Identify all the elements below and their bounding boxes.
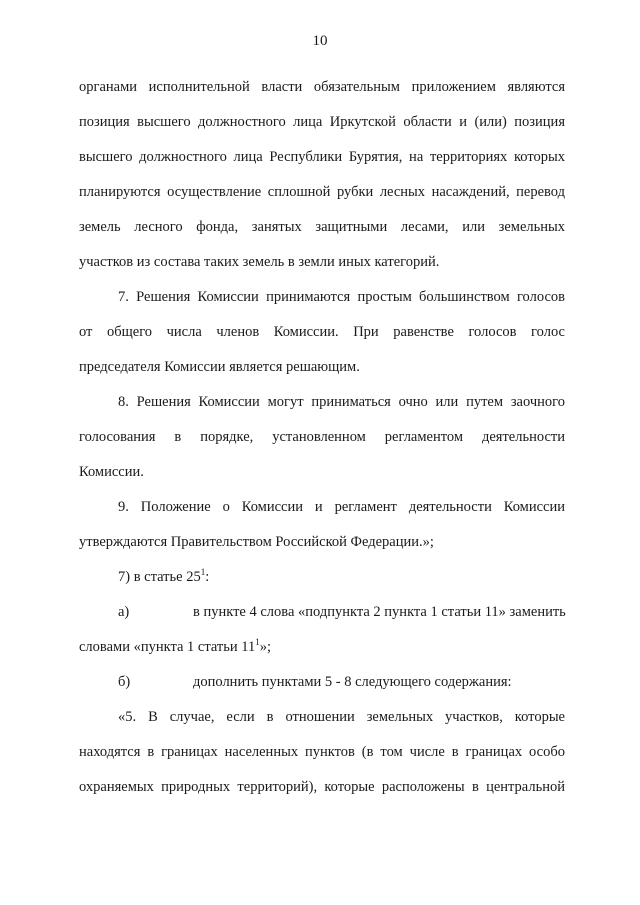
superscript: 1: [200, 567, 206, 578]
text-line: утверждаются Правительством Российской Федерации.»;: [79, 534, 434, 550]
text-line: находятся в границах населенных пунктов (в том числе в границах особо: [79, 744, 565, 760]
text-line: позиция высшего должностного лица Иркутской области и (или) позиция: [79, 114, 565, 130]
text-line: [79, 665, 565, 700]
item-7: [79, 560, 565, 595]
text-line: голосования в порядке, установленном регламентом деятельности: [79, 429, 565, 445]
text-line: председателя Комиссии является решающим.: [79, 359, 360, 375]
paragraph-5: [79, 700, 565, 805]
text-line: охраняемых природных территорий), которые расположены в центральной: [79, 779, 565, 795]
subitem-a-label: а): [118, 604, 130, 620]
text-line: [79, 630, 565, 665]
text-line: [79, 595, 565, 630]
paragraph-9: [79, 490, 565, 560]
text-line: органами исполнительной власти обязательным приложением являются: [79, 79, 565, 95]
text-line: 7. Решения Комиссии принимаются простым большинством голосов: [118, 289, 565, 305]
paragraph-8: [79, 385, 565, 490]
subitem-b-label: б): [118, 674, 131, 690]
subitem-a-line2-tail: »;: [259, 639, 271, 655]
subitem-b: [79, 665, 565, 700]
text-line: планируются осуществление сплошной рубки лесных насаждений, перевод: [79, 184, 565, 200]
subitem-b-text: дополнить пунктами 5 - 8 следующего содержания:: [193, 674, 512, 690]
item-7-text: 7) в статье 25: [118, 569, 201, 585]
paragraph-continuation: [79, 70, 565, 280]
paragraph-7: [79, 280, 565, 385]
item-7-tail: :: [205, 569, 210, 585]
text-line: высшего должностного лица Республики Бурятия, на территориях которых: [79, 149, 565, 165]
text-line: от общего числа членов Комиссии. При равенстве голосов голос: [79, 324, 565, 340]
subitem-a-line1: в пункте 4 слова «подпункта 2 пункта 1 статьи 11» заменить: [193, 604, 566, 620]
text-line: [79, 560, 565, 595]
text-line: Комиссии.: [79, 464, 144, 480]
text-line: земель лесного фонда, занятых защитными лесами, или земельных: [79, 219, 565, 235]
subitem-a: [79, 595, 565, 665]
document-body: [79, 70, 565, 805]
subitem-a-line2: словами «пункта 1 статьи 11: [79, 639, 256, 655]
superscript: 1: [255, 637, 260, 648]
text-line: «5. В случае, если в отношении земельных участков, которые: [118, 709, 565, 725]
text-line: участков из состава таких земель в земли иных категорий.: [79, 254, 440, 270]
page-number: 10: [312, 33, 328, 49]
text-line: 8. Решения Комиссии могут приниматься очно или путем заочного: [118, 394, 565, 410]
text-line: 9. Положение о Комиссии и регламент деятельности Комиссии: [118, 499, 565, 515]
